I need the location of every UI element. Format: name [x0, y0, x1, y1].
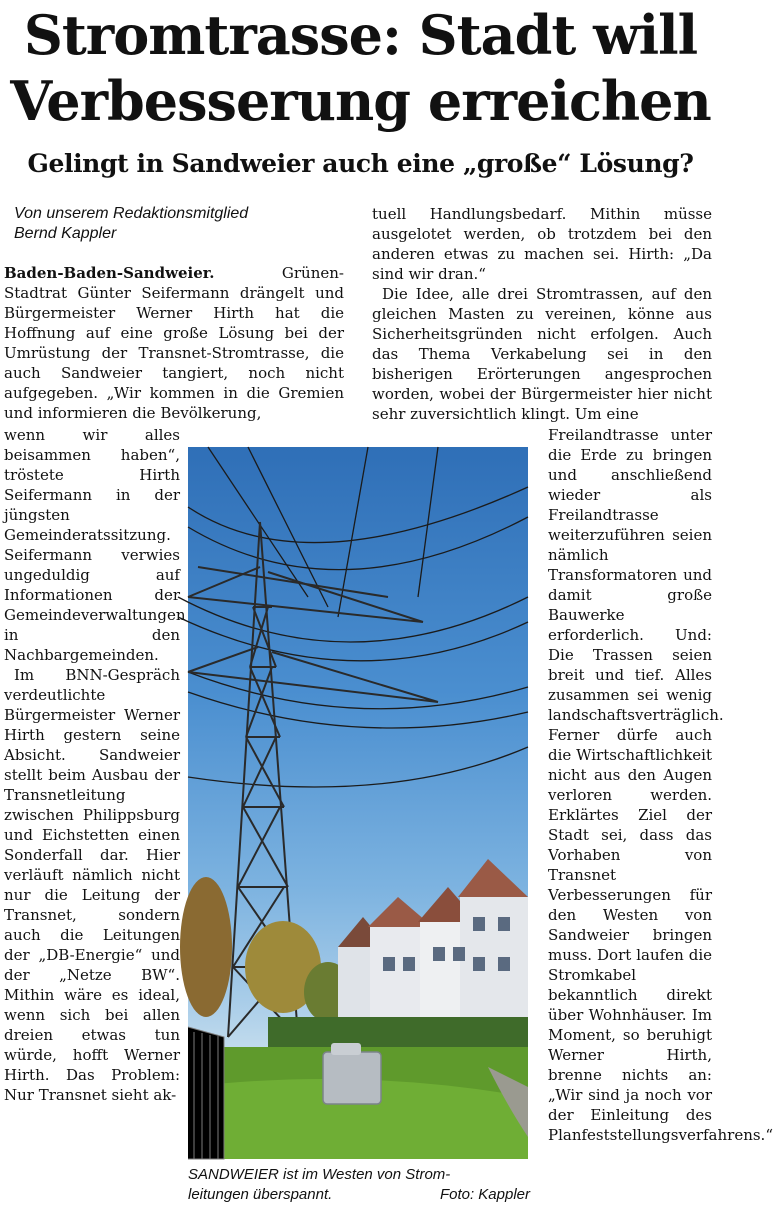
- subheadline: Gelingt in Sandweier auch eine „große“ Lösung?: [27, 149, 694, 178]
- caption-line-2: leitungen überspannt.: [188, 1186, 333, 1203]
- photo-caption: [188, 1165, 530, 1205]
- article-column-2-lower: [548, 425, 773, 1145]
- paragraph: Im BNN-Gespräch verdeutlichte Bürgermeister Werner Hirth gestern seine Absicht. Sandweier stellt beim Ausbau der Transnetleitung zwischen Philippsburg und Eichstetten einen Sonderfall dar. Hier verläuft nämlich nicht nur die Leitung der Transnet, sondern auch die Leitungen der „DB-Energie“ und der „Netze BW“. Mithin wäre es ideal, wenn sich bei allen dreien etwas tun würde, hofft Werner Hirth. Das Problem: Nur Transnet sieht ak-: [4, 666, 180, 1104]
- paragraph: Die Idee, alle drei Stromtrassen, auf den gleichen Masten zu vereinen, könne aus Sicherheitsgründen nicht erfolgen. Auch das Thema Verkabelung sei in den bisherigen Erörterungen angesprochen worden, wobei der Bürgermeister hier nicht sehr zuversichtlich klingt. Um eine: [372, 285, 712, 423]
- paragraph: Freilandtrasse unter die Erde zu bringen und anschließend wieder als Freilandtrasse weiterzuführen seien nämlich Transformatoren und damit große Bauwerke erforderlich. Und: Die Trassen seien breit und tief. Alles zusammen sei wenig landschaftsverträglich. Ferner dürfe auch die Wirtschaftlichkeit nicht aus den Augen verloren werden. Erklärtes Ziel der Stadt sei, dass das Vorhaben von Transnet Verbesserungen für den Westen von Sandweier bringen muss. Dort laufen die Stromkabel bekanntlich direkt über Wohnhäuser. Im Moment, so beruhigt Werner Hirth, brenne nichts an: „Wir sind ja noch vor der Einleitung des Planfeststellungsverfahrens.“: [548, 426, 773, 1144]
- dateline: Baden-Baden-Sandweier.: [4, 264, 215, 282]
- lead-text: Grünen-Stadtrat Günter Seifermann drängelt und Bürgermeister Werner Hirth hat die Hoffnung auf eine große Lösung bei der Umrüstung der Transnet-Stromtrasse, die auch Sandweier tangiert, noch nicht aufgegeben. „Wir kommen in die Gremien und informieren die Bevölkerung,: [4, 264, 344, 422]
- power-pylon-illustration: [188, 447, 528, 1159]
- article-photo: [188, 447, 528, 1159]
- paragraph: tuell Handlungsbedarf. Mithin müsse ausgelotet werden, ob trotzdem bei den anderen etwas zu machen sei. Hirth: „Da sind wir dran.“: [372, 205, 712, 283]
- fence: [188, 1027, 224, 1159]
- paragraph: wenn wir alles beisammen haben“, tröstete Hirth Seifermann in der jüngsten Gemeinderatssitzung. Seifermann verwies ungeduldig auf Informationen der Gemeindeverwaltungen in den Nachbargemeinden.: [4, 426, 186, 664]
- headline-line-1: Stromtrasse: Stadt will: [23, 3, 698, 67]
- trees: [180, 877, 352, 1022]
- byline-line-1: Von unserem Redaktionsmitglied: [14, 205, 249, 222]
- lead-paragraph: [4, 263, 344, 423]
- photo-credit: Foto: Kappler: [439, 1186, 530, 1203]
- byline: [14, 204, 354, 244]
- houses: [338, 859, 528, 1022]
- caption-line-2-row: [188, 1185, 530, 1205]
- headline-line-2: Verbesserung erreichen: [10, 69, 711, 133]
- headline: [0, 2, 721, 134]
- caption-line-1: SANDWEIER ist im Westen von Strom-: [188, 1166, 451, 1183]
- hedge: [268, 1017, 528, 1047]
- waste-container: [323, 1052, 381, 1104]
- article-column-2-upper: [372, 204, 712, 424]
- container-lid: [331, 1043, 361, 1055]
- article-column-1-upper: [4, 263, 344, 423]
- power-lines: [178, 447, 528, 787]
- byline-author: Bernd Kappler: [14, 225, 117, 242]
- article-column-1-lower: [4, 425, 186, 1105]
